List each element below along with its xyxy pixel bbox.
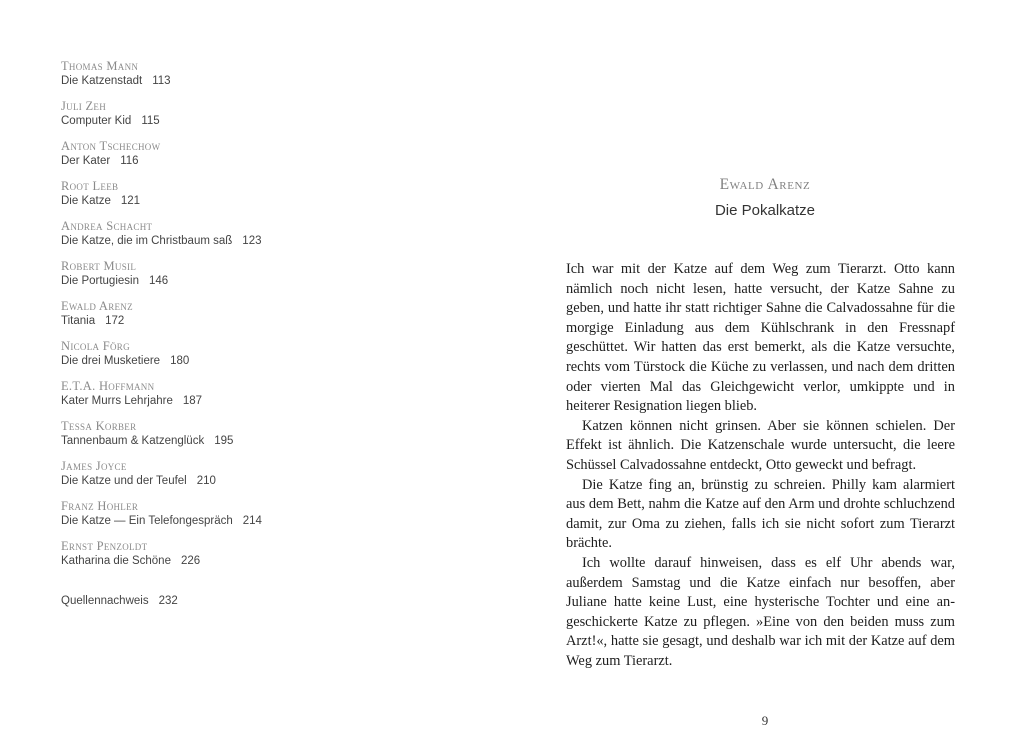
table-of-contents — [61, 58, 381, 578]
toc-entry[interactable] — [61, 178, 381, 218]
toc-entry[interactable] — [61, 498, 381, 538]
toc-title: Titania — [61, 315, 96, 327]
toc-page-number: 113 — [152, 75, 171, 87]
toc-title-line — [61, 434, 381, 449]
toc-title-line — [61, 554, 381, 569]
toc-page-number: 115 — [141, 115, 160, 127]
toc-page-number: 180 — [170, 355, 190, 367]
toc-title: Die Katze — [61, 195, 111, 207]
toc-entry[interactable] — [61, 298, 381, 338]
toc-title: Der Kater — [61, 155, 111, 167]
toc-page-number: 226 — [180, 555, 201, 567]
story-title: Die Pokalkatze — [714, 202, 816, 219]
toc-source-title: Quellennachweis — [61, 595, 149, 607]
toc-title: Tannenbaum & Katzenglück — [61, 435, 205, 447]
toc-title: Die Katzenstadt — [61, 75, 143, 87]
toc-page-number: 123 — [242, 235, 262, 247]
toc-entry[interactable] — [61, 98, 381, 138]
toc-title-line — [61, 514, 381, 529]
toc-author: James Joyce — [61, 459, 127, 473]
toc-source-page: 232 — [158, 595, 178, 607]
toc-author: Thomas Mann — [61, 59, 139, 73]
toc-author: Franz Hohler — [61, 499, 139, 513]
toc-entry[interactable] — [61, 338, 381, 378]
toc-author: Ewald Arenz — [61, 299, 133, 313]
toc-author: Tessa Korber — [61, 419, 137, 433]
toc-page-number: 187 — [182, 395, 203, 407]
toc-author: Andrea Schacht — [61, 219, 153, 233]
toc-source-entry[interactable] — [61, 594, 178, 609]
toc-title-line — [61, 194, 381, 209]
toc-title: Computer Kid — [61, 115, 132, 127]
toc-title: Kater Murrs Lehrjahre — [61, 395, 173, 407]
toc-entry[interactable] — [61, 538, 381, 578]
story-paragraph: Ich wollte darauf hinweisen, dass es elf Uhr abends war, außerdem Samstag und die Katze einfach nur besoffen, aber Juliane hatte keine Lust, eine hysterische Tochter und eine angeschickerte Katze zu pflegen. »Eine von den beiden muss zum Arzt!«, hatte sie gesagt, und deshalb war ich mit der Katze auf dem Weg zum Tierarzt. — [566, 554, 955, 669]
story-paragraph: Die Katze fing an, brünstig zu schreien. Philly kam alarmiert aus dem Bett, nahm die Katze auf den Arm und drohte schluchzend damit, zur Oma zu ziehen, falls ich sie nicht sofort zum Tierarzt brächte. — [566, 476, 955, 552]
toc-title-line — [61, 234, 381, 249]
toc-title-line — [61, 274, 381, 289]
toc-title: Die Portugiesin — [61, 275, 139, 287]
toc-title-line — [61, 314, 381, 329]
toc-title-line — [61, 74, 381, 89]
toc-title: Die Katze und der Teufel — [61, 475, 187, 487]
toc-entry[interactable] — [61, 58, 381, 98]
toc-author: Anton Tschechow — [61, 139, 161, 153]
toc-author: E.T.A. Hoffmann — [61, 379, 155, 393]
toc-page-number: 116 — [120, 155, 139, 167]
toc-title-line — [61, 474, 381, 489]
story-page — [510, 0, 1020, 743]
story-body — [566, 260, 955, 671]
toc-page-number: 121 — [120, 195, 141, 207]
toc-title-line — [61, 354, 381, 369]
toc-entry[interactable] — [61, 138, 381, 178]
toc-title: Die Katze, die im Christbaum saß — [61, 235, 233, 247]
toc-entry[interactable] — [61, 458, 381, 498]
toc-author: Root Leeb — [61, 179, 119, 193]
story-paragraph: Ich war mit der Katze auf dem Weg zum Tierarzt. Otto kann nämlich noch nicht lesen, hatte versucht, der Katze Sahne zu geben, und hatte ihr statt richtiger Sahne die Calvadossahne für die morgige Einladung aus dem Kühlschrank in den Fressnapf geschüttet. Wir hatten das erst bemerkt, als die Katze versuchte, rechts vom Türstock die Küche zu verlassen, und nach dem dritten oder vierten Mal das Gleichgewicht verlor, umkippte und in heiterer Resignation liegen blieb. — [566, 261, 955, 415]
toc-title-line — [61, 114, 381, 129]
toc-author: Robert Musil — [61, 259, 137, 273]
toc-title: Die Katze — Ein Telefongespräch — [61, 515, 233, 527]
story-author: Ewald Arenz — [719, 176, 811, 193]
toc-page-number: 195 — [214, 435, 234, 447]
toc-page-number: 210 — [196, 475, 216, 487]
toc-author: Juli Zeh — [61, 99, 107, 113]
toc-author: Nicola Förg — [61, 339, 130, 353]
page-number: 9 — [761, 713, 769, 728]
toc-page-number: 214 — [242, 515, 262, 527]
toc-entry[interactable] — [61, 378, 381, 418]
toc-entry[interactable] — [61, 418, 381, 458]
toc-title: Katharina die Schöne — [61, 555, 171, 567]
toc-page-number: 146 — [148, 275, 169, 287]
toc-author: Ernst Penzoldt — [61, 539, 148, 553]
story-paragraph: Katzen können nicht grinsen. Aber sie können schielen. Der Effekt ist ähnlich. Die Katzenschale wurde untersucht, die leere Schüssel Calvadossahne entdeckt, Otto geweckt und befragt. — [566, 417, 955, 473]
toc-entry[interactable] — [61, 218, 381, 258]
toc-page-number: 172 — [105, 315, 125, 327]
toc-title-line — [61, 154, 381, 169]
toc-title: Die drei Musketiere — [61, 355, 161, 367]
toc-title-line — [61, 394, 381, 409]
toc-entry[interactable] — [61, 258, 381, 298]
